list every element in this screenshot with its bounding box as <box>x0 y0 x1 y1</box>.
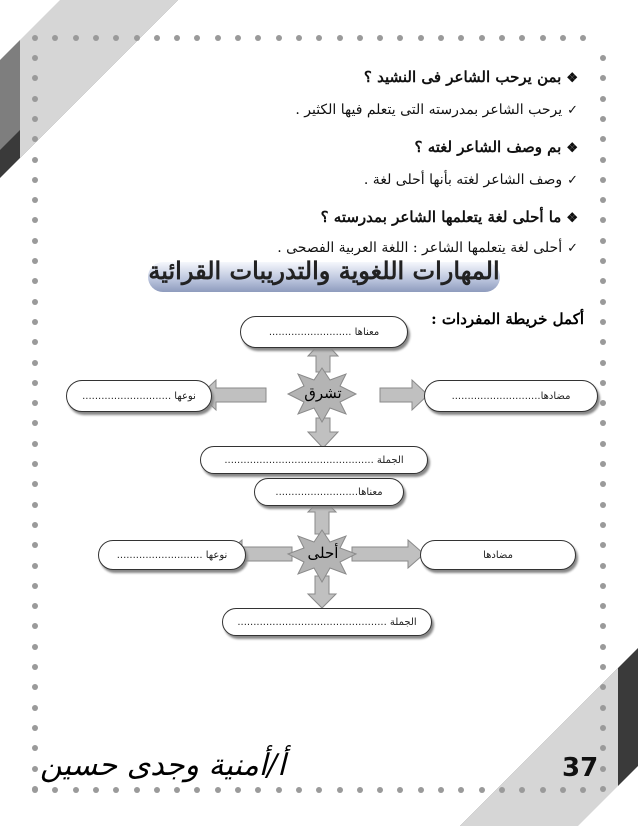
answer-text: وصف الشاعر لغته بأنها أحلى لغة . <box>363 172 563 188</box>
question-text: بمن يرحب الشاعر فى النشيد ؟ <box>363 68 562 86</box>
answer-text: أحلى لغة يتعلمها الشاعر : اللغة العربية الفصحى . <box>277 240 563 256</box>
checkmark-icon: ✓ <box>567 173 578 188</box>
diamond-bullet-icon: ❖ <box>566 141 578 156</box>
diamond-bullet-icon: ❖ <box>566 71 578 86</box>
opposite-field[interactable]: مضادها............................ <box>424 380 598 412</box>
checkmark-icon: ✓ <box>567 241 578 256</box>
sentence-field[interactable]: الجملة ............................................... <box>222 608 432 636</box>
section-title: المهارات اللغوية والتدريبات القرائية <box>148 256 500 285</box>
type-field[interactable]: نوعها ........................... <box>98 540 246 570</box>
page-number: 37 <box>562 753 599 783</box>
meaning-field[interactable]: معناها .......................... <box>240 316 408 348</box>
vocab-map-2-word: أحلى <box>307 544 339 562</box>
question-text: بم وصف الشاعر لغته ؟ <box>414 138 562 156</box>
question-text: ما أحلى لغة يتعلمها الشاعر بمدرسته ؟ <box>320 208 562 226</box>
checkmark-icon: ✓ <box>567 103 578 118</box>
vocab-map-1-word: تشرق <box>304 384 342 402</box>
opposite-field[interactable]: مضادها <box>420 540 576 570</box>
diamond-bullet-icon: ❖ <box>566 211 578 226</box>
arrow-right-icon <box>352 540 424 568</box>
sentence-field[interactable]: الجملة ............................................... <box>200 446 428 474</box>
author-signature: أ/أمنية وجدى حسين <box>40 748 286 783</box>
type-field[interactable]: نوعها ............................ <box>66 380 212 412</box>
meaning-field[interactable]: معناها.......................... <box>254 478 404 506</box>
answer-text: يرحب الشاعر بمدرسته التى يتعلم فيها الكثير . <box>295 102 563 118</box>
exercise-instruction: أكمل خريطة المفردات : <box>431 310 584 328</box>
